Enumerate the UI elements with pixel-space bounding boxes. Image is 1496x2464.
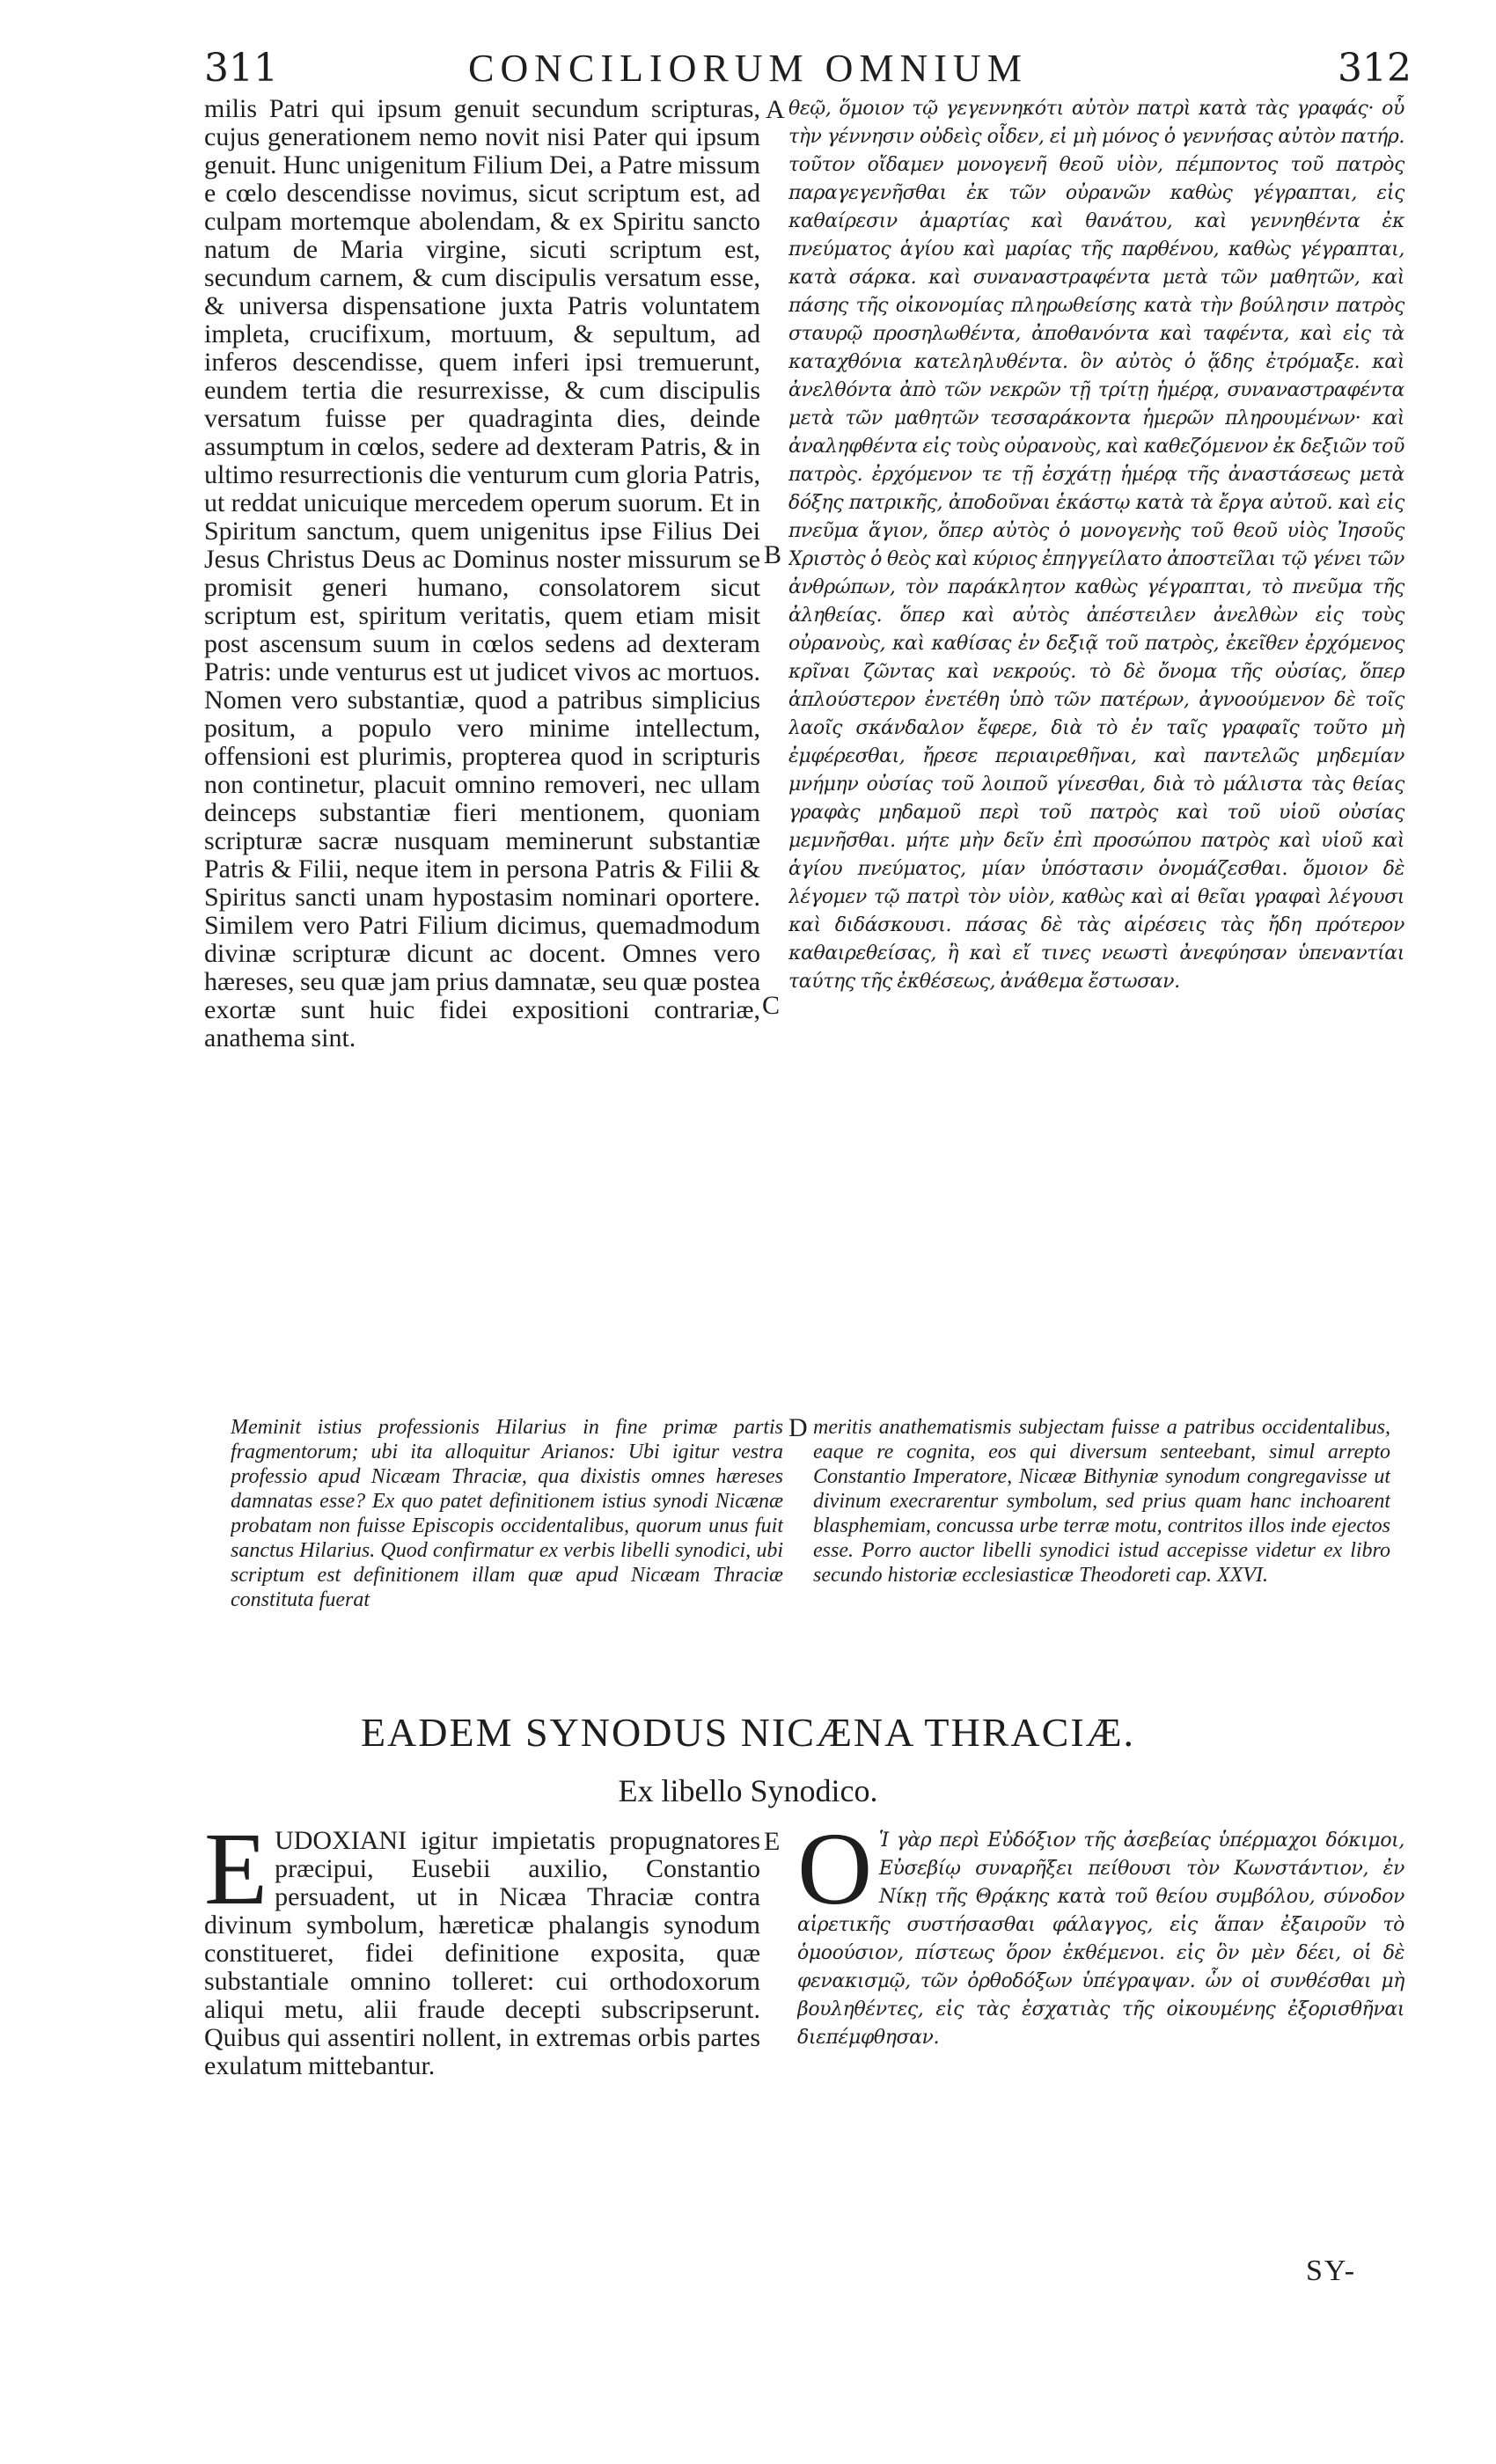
creed-latin-column — [204, 95, 760, 1239]
latin-drop-cap: E — [204, 1827, 268, 1926]
note-right-text: meritis anathematismis subjectam fuisse a patribus occidentalibus, eaque re cognita, eos qui diversum senteebant, simul arrepto Constantio Imperatore, Nicææ Bithyniæ synodum congregavisse ut divinum execrarentur symbolum, sed prius quam hanc inchoarent blasphemiam, concussa urbe terræ motu, contritos illos inde ejectos esse. Porro auctor libelli synodici istud accepisse videtur ex libro secundo historiæ ecclesiasticæ Theodoreti cap. XXVI. — [813, 1416, 1390, 1587]
page-number-left: 311 — [204, 46, 278, 91]
synodicon-greek-text: Ἱ γὰρ περὶ Εὐδόξιον τῆς ἀσεβείας ὑπέρμαχοι δόκιμοι, Εὐσεβίῳ συναρῆξει πείθουσι τὸν Κωνστάντιον, ἐν Νίκῃ τῆς Θρᾴκης κατὰ τοῦ θείου συμβόλου, σύνοδον αἱρετικῆς συστήσασθαι φάλαγγος, εἰς ἅπαν ἐξαιροῦν τὸ ὁμοούσιον, πίστεως ὅρον ἐκθέμενοι. εἰς ὃν μὲν δέει, οἱ δὲ φενακισμῷ, τῶν ὀρθοδόξων ὑπέγραψαν. ὧν οἱ συνθέσθαι μὴ βουληθέντες, εἰς τὰς ἐσχατιὰς τῆς οἰκουμένης ἐξορισθῆναι διεπέμφθησαν. — [797, 1830, 1404, 2049]
synodicon-latin-column — [204, 1827, 760, 2144]
margin-letter-d: D — [788, 1413, 808, 1442]
synodicon-greek-column — [797, 1827, 1404, 2144]
margin-letter-b: B — [764, 540, 782, 569]
margin-letter-a: A — [766, 95, 785, 124]
greek-drop-cap: O — [797, 1827, 872, 1926]
note-left-text: Meminit istius professionis Hilarius in fine primæ partis fragmentorum; ubi ita alloquitur Arianos: Ubi igitur vestra professio apud Nicæam Thraciæ, qua dixistis omnes hæreses damnatas esse? Ex quo patet definitionem istius synodi Nicænæ probatam non fuisse Episcopis occidentalibus, quorum unus fuit sanctus Hilarius. Quod confirmatur ex verbis libelli synodici, ubi scriptum est definitionem illam quæ apud Nicæam Thraciæ constituta fuerat — [231, 1416, 783, 1611]
creed-greek-text: θεῷ, ὅμοιον τῷ γεγεννηκότι αὐτὸν πατρὶ κατὰ τὰς γραφάς· οὗ τὴν γέννησιν οὐδεὶς οἶδεν, εἰ μὴ μόνος ὁ γεννήσας αὐτὸν πατήρ. τοῦτον οἴδαμεν μονογενῆ θεοῦ υἱὸν, πέμποντος τοῦ πατρὸς παραγεγενῆσθαι ἐκ τῶν οὐρανῶν καθὼς γέγραπται, εἰς καθαίρεσιν ἁμαρτίας καὶ θανάτου, καὶ γεννηθέντα ἐκ πνεύματος ἁγίου καὶ μαρίας τῆς παρθένου, καθὼς γέγραπται, κατὰ σάρκα. καὶ συναναστραφέντα μετὰ τῶν μαθητῶν, καὶ πάσης τῆς οἰκονομίας πληρωθείσης κατὰ τὴν βούλησιν πατρὸς σταυρῷ προσηλωθέντα, ἀποθανόντα καὶ ταφέντα, καὶ εἰς τὰ καταχθόνια κατεληλυθέντα. ὃν αὐτὸς ὁ ᾅδης ἐτρόμαξε. καὶ ἀνελθόντα ἀπὸ τῶν νεκρῶν τῇ τρίτῃ ἡμέρᾳ, συναναστραφέντα μετὰ τῶν μαθητῶν τεσσαράκοντα ἡμερῶν πληρουμένων· καὶ ἀναληφθέντα εἰς τοὺς οὐρανοὺς, καὶ καθεζόμενον ἐκ δεξιῶν τοῦ πατρὸς. ἐρχόμενον τε τῇ ἐσχάτῃ ἡμέρᾳ τῆς ἀναστάσεως μετὰ δόξης πατρικῆς, ἀποδοῦναι ἑκάστῳ κατὰ τὰ ἔργα αὐτοῦ. καὶ εἰς πνεῦμα ἅγιον, ὅπερ αὐτὸς ὁ μονογενὴς τοῦ θεοῦ υἱὸς Ἰησοῦς Χριστὸς ὁ θεὸς καὶ κύριος ἐπηγγείλατο ἀποστεῖλαι τῷ γένει τῶν ἀνθρώπων, τὸν παράκλητον καθὼς γέγραπται, τὸ πνεῦμα τῆς ἀληθείας. ὅπερ καὶ αὐτὸς ἀπέστειλεν ἀνελθὼν εἰς τοὺς οὐρανοὺς, καὶ καθίσας ἐν δεξιᾷ τοῦ πατρὸς, ἐκεῖθεν ἐρχόμενος κρῖναι ζῶντας καὶ νεκρούς. τὸ δὲ ὄνομα τῆς οὐσίας, ὅπερ ἁπλούστερον ἐνετέθη ὑπὸ τῶν πατέρων, ἀγνοούμενον δὲ τοῖς λαοῖς σκάνδαλον ἔφερε, διὰ τὸ ἐν ταῖς γραφαῖς τοῦτο μὴ ἐμφέρεσθαι, ἤρεσε περιαιρεθῆναι, καὶ παντελῶς μηδεμίαν μνήμην οὐσίας τοῦ λοιποῦ γίνεσθαι, διὰ τὸ μάλιστα τὰς θείας γραφὰς μηδαμοῦ περὶ τοῦ πατρὸς καὶ τοῦ υἱοῦ οὐσίας μεμνῆσθαι. μήτε μὴν δεῖν ἐπὶ προσώπου πατρὸς καὶ υἱοῦ καὶ ἁγίου πνεύματος, μίαν ὑπόστασιν ὀνομάζεσθαι. ὅμοιον δὲ λέγομεν τῷ πατρὶ τὸν υἱὸν, καθὼς καὶ αἱ θεῖαι γραφαὶ λέγουσι καὶ διδάσκουσι. πάσας δὲ τὰς αἱρέσεις τὰς ἤδη πρότερον καθαιρεθείσας, ἢ καὶ εἴ τινες νεωστὶ ἀνεφύησαν ὑπεναντίαι ταύτης τῆς ἐκθέσεως, ἀνάθεμα ἔστωσαν. — [788, 98, 1404, 993]
note-left-column — [231, 1415, 783, 1679]
margin-letter-e: E — [764, 1827, 781, 1856]
section-title: EADEM SYNODUS NICÆNA THRACIÆ. — [360, 1710, 1136, 1755]
creed-latin-text: milis Patri qui ipsum genuit secundum scripturas, cujus generationem nemo novit nisi Pater qui ipsum genuit. Hunc unigenitum Filium Dei, a Patre missum e cœlo descendisse novimus, sicut scriptum est, ad culpam mortemque abolendam, & ex Spiritu sancto natum de Maria virgine, sicuti scriptum est, secundum carnem, & cum discipulis versatum esse, & universa dispensatione juxta Patris voluntatem impleta, crucifixum, mortuum, & sepultum, ad inferos descendisse, quem inferi ipsi tremuerunt, eundem tertia die resurrexisse, & cum discipulis versatum fuisse per quadraginta dies, deinde assumptum in cœlos, sedere ad dexteram Patris, & in ultimo resurrectionis die venturum cum gloria Patris, ut reddat unicuique mercedem operum suorum. Et in Spiritum sanctum, quem unigenitus ipse Filius Dei Jesus Christus Deus ac Dominus noster missurum se promisit generi humano, consolatorem sicut scriptum est, spiritum veritatis, quem etiam misit post ascensum suum in cœlos sedens ad dexteram Patris: unde venturus est ut judicet vivos ac mortuos. Nomen vero substantiæ, quod a patribus simplicius positum, a populo vero minime intellectum, offensioni est plurimis, propterea quod in scripturis non continetur, placuit omnino removeri, nec ullam deinceps substantiæ fieri mentionem, quoniam scripturæ sacræ nusquam meminerunt substantiæ Patris & Filii, neque item in persona Patris & Filii & Spiritus sancti unam hypostasim nominari oportere. Similem vero Patri Filium dicimus, quemadmodum divinæ scripturæ dicunt ac docent. Omnes vero hæreses, seu quæ jam prius damnatæ, seu quæ postea exortæ sunt huic fidei expositioni contrariæ, anathema sint. — [204, 95, 760, 1052]
synodicon-latin-text: UDOXIANI igitur impietatis propugnatores præcipui, Eusebii auxilio, Constantio persuadent, ut in Nicæa Thraciæ contra divinum symbolum, hæreticæ phalangis synodum constitueret, fidei definitione exposita, quæ substantiale omnino tolleret: cui orthodoxorum aliqui metu, alii fraude decepti subscripserunt. Quibus qui assentiri nollent, in extremas orbis partes exulatum mittebantur. — [204, 1827, 760, 2080]
creed-greek-column — [788, 95, 1404, 1390]
running-title: CONCILIORUM OMNIUM — [468, 47, 1028, 90]
catchword: SY- — [1306, 2255, 1357, 2287]
margin-letter-c: C — [762, 991, 781, 1020]
note-right-column — [813, 1415, 1390, 1679]
section-subtitle: Ex libello Synodico. — [618, 1773, 878, 1808]
page-number-right: 312 — [1338, 46, 1412, 91]
